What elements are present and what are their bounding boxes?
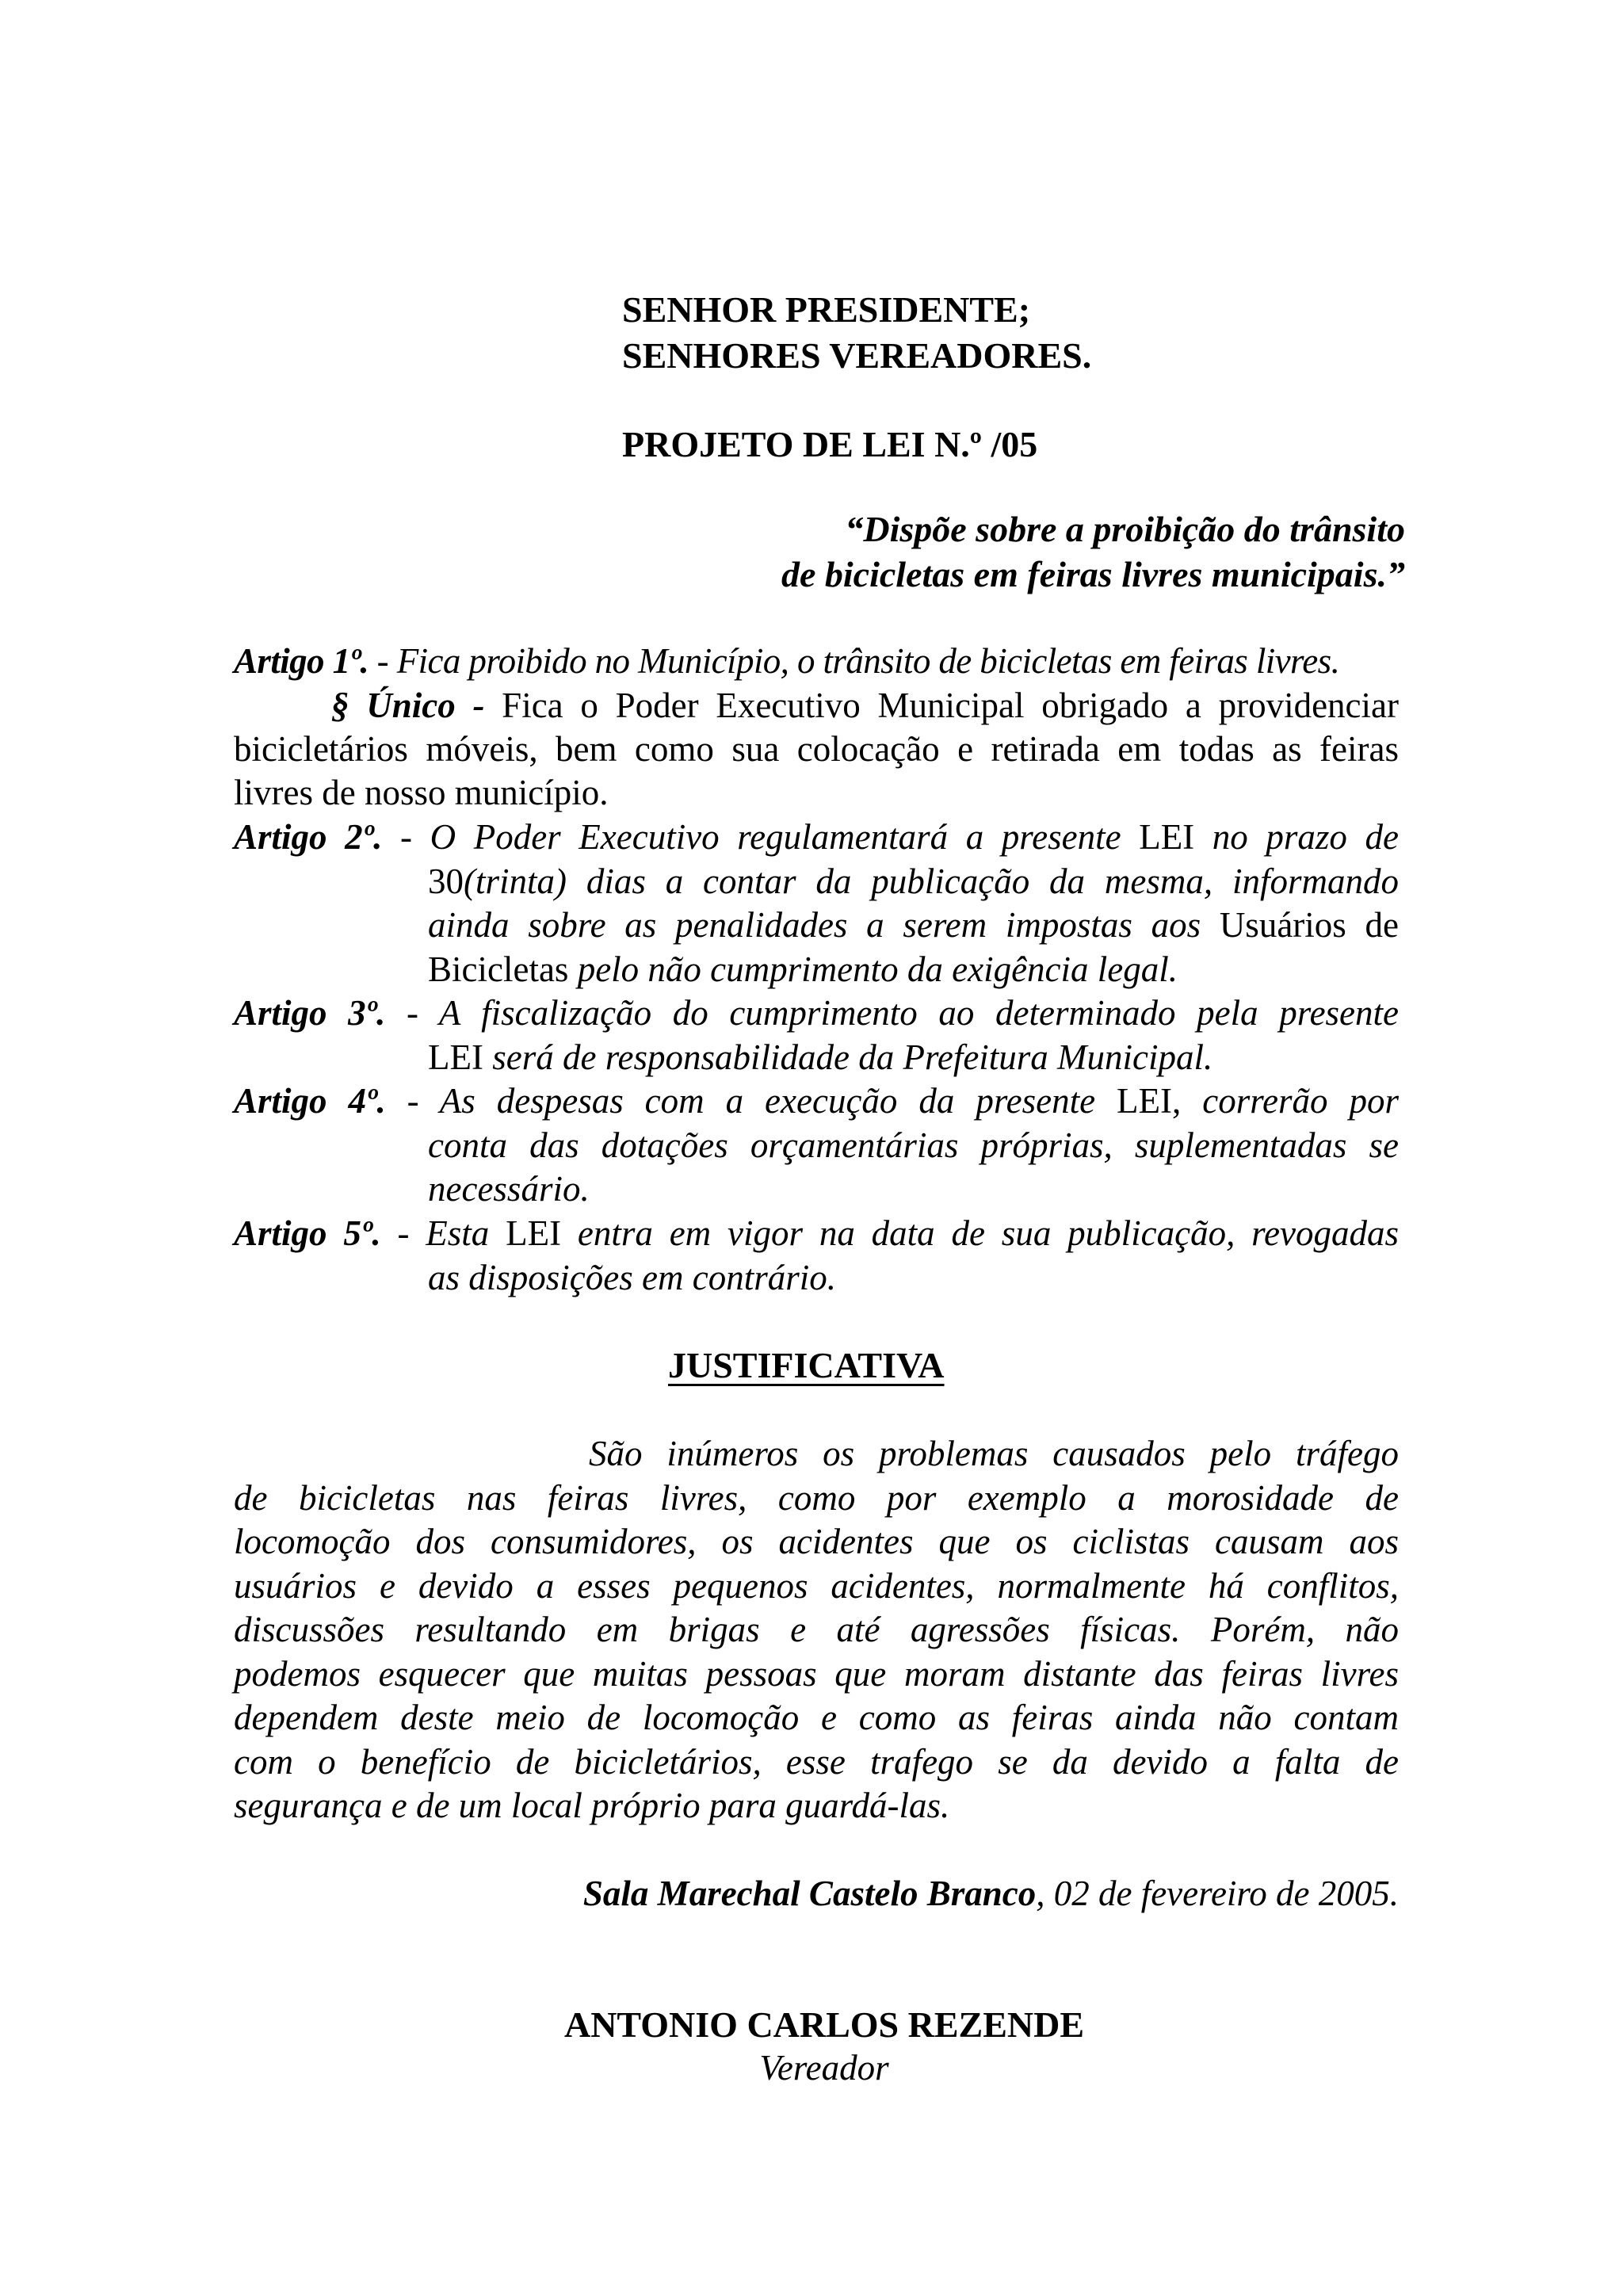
signer-name: ANTONIO CARLOS REZENDE — [563, 2004, 1085, 2045]
article-4-label: Artigo 4º. — [234, 1081, 386, 1121]
article-4-lei: LEI, — [1117, 1081, 1182, 1121]
article-2-line-4-text: pelo não cumprimento da exigência legal. — [568, 949, 1178, 989]
article-3-line-2 — [428, 1037, 1213, 1077]
article-5-lei: LEI — [506, 1213, 562, 1253]
justification-line-2: de bicicletas nas feiras livres, como por exemplo a morosidade de — [234, 1478, 1399, 1518]
project-number: PROJETO DE LEI N.º /05 — [622, 424, 1038, 464]
article-5-label: Artigo 5º. — [234, 1213, 381, 1253]
justification-line-8: com o benefício de bicicletários, esse trafego se da devido a falta de — [234, 1742, 1399, 1782]
article-5-line-1 — [234, 1213, 1399, 1253]
article-3-line-2-text: será de responsabilidade da Prefeitura Municipal. — [483, 1037, 1213, 1077]
sole-paragraph-text: Fica o Poder Executivo Municipal obrigado a providenciar — [484, 686, 1399, 725]
justification-line-1: São inúmeros os problemas causados pelo tráfego — [589, 1434, 1399, 1473]
salutation-president: SENHOR PRESIDENTE; — [622, 289, 1031, 330]
article-2-line-3 — [428, 907, 1399, 943]
article-2-label: Artigo 2º. — [234, 817, 383, 857]
article-2-text-end: no prazo de — [1194, 817, 1400, 857]
article-5-line-2: as disposições em contrário. — [428, 1258, 836, 1297]
justification-line-5: discussões resultando em brigas e até agressões físicas. Porém, não — [234, 1610, 1399, 1649]
article-5-text-end: entra em vigor na data de sua publicação, revogadas — [561, 1213, 1399, 1253]
justification-line-4: usuários e devido a esses pequenos acidentes, normalmente há conflitos, — [234, 1566, 1399, 1606]
article-3-text: - A fiscalização do cumprimento ao determinado pela presente — [385, 993, 1400, 1033]
justification-title: JUSTIFICATIVA — [668, 1345, 945, 1385]
article-2-text: - O Poder Executivo regulamentará a presente — [382, 817, 1140, 857]
article-2-line-4 — [428, 949, 1178, 989]
article-2-line-2-text: (trinta) dias a contar da publicação da mesma, informando — [464, 861, 1399, 901]
ementa-line-1: “Dispõe sobre a proibição do trânsito — [845, 509, 1405, 549]
closing-place: Sala Marechal Castelo Branco — [582, 1874, 1037, 1913]
article-2-users: Usuários de — [1219, 905, 1399, 945]
sole-paragraph-line-3: livres de nosso município. — [234, 773, 609, 812]
article-2-bicycles: Bicicletas — [428, 949, 569, 989]
salutation-councilors: SENHORES VEREADORES. — [622, 335, 1092, 376]
closing-line — [583, 1876, 1399, 1912]
article-2-number: 30 — [428, 861, 464, 901]
article-2-line-1 — [234, 819, 1399, 855]
article-4-text-end: correrão por — [1181, 1081, 1399, 1121]
article-1-text: - Fica proibido no Município, o trânsito de bicicletas em feiras livres. — [369, 641, 1340, 681]
signer-title: Vereador — [759, 2048, 889, 2088]
article-2-line-2 — [428, 861, 1399, 901]
justification-line-3: locomoção dos consumidores, os acidentes que os ciclistas causam aos — [234, 1522, 1399, 1561]
article-5-text: - Esta — [380, 1213, 506, 1253]
article-2-lei: LEI — [1139, 817, 1195, 857]
article-1-label: Artigo 1º. — [234, 641, 369, 681]
article-3-lei: LEI — [428, 1037, 483, 1077]
justification-line-9: segurança e de um local próprio para guardá-las. — [234, 1786, 950, 1825]
justification-line-7: dependem deste meio de locomoção e como as feiras ainda não contam — [234, 1698, 1399, 1737]
article-2-line-3-text: ainda sobre as penalidades a serem impostas aos — [428, 905, 1220, 945]
article-3-label: Artigo 3º. — [234, 993, 386, 1033]
sole-paragraph-line-1 — [331, 688, 1399, 724]
article-4-line-2: conta das dotações orçamentárias próprias, suplementadas se — [428, 1125, 1399, 1165]
sole-paragraph-line-2: bicicletários móveis, bem como sua colocação e retirada em todas as feiras — [234, 729, 1399, 769]
article-3-line-1 — [234, 995, 1399, 1031]
article-4-line-1 — [234, 1083, 1399, 1119]
justification-line-6: podemos esquecer que muitas pessoas que moram distante das feiras livres — [234, 1654, 1399, 1694]
article-1 — [234, 641, 1340, 681]
article-4-text: - As despesas com a execução da presente — [385, 1081, 1117, 1121]
article-4-line-3: necessário. — [428, 1169, 590, 1209]
ementa-line-2: de bicicletas em feiras livres municipais.” — [781, 554, 1405, 594]
closing-date: , 02 de fevereiro de 2005. — [1036, 1874, 1399, 1913]
sole-paragraph-label: § Único - — [331, 686, 485, 725]
